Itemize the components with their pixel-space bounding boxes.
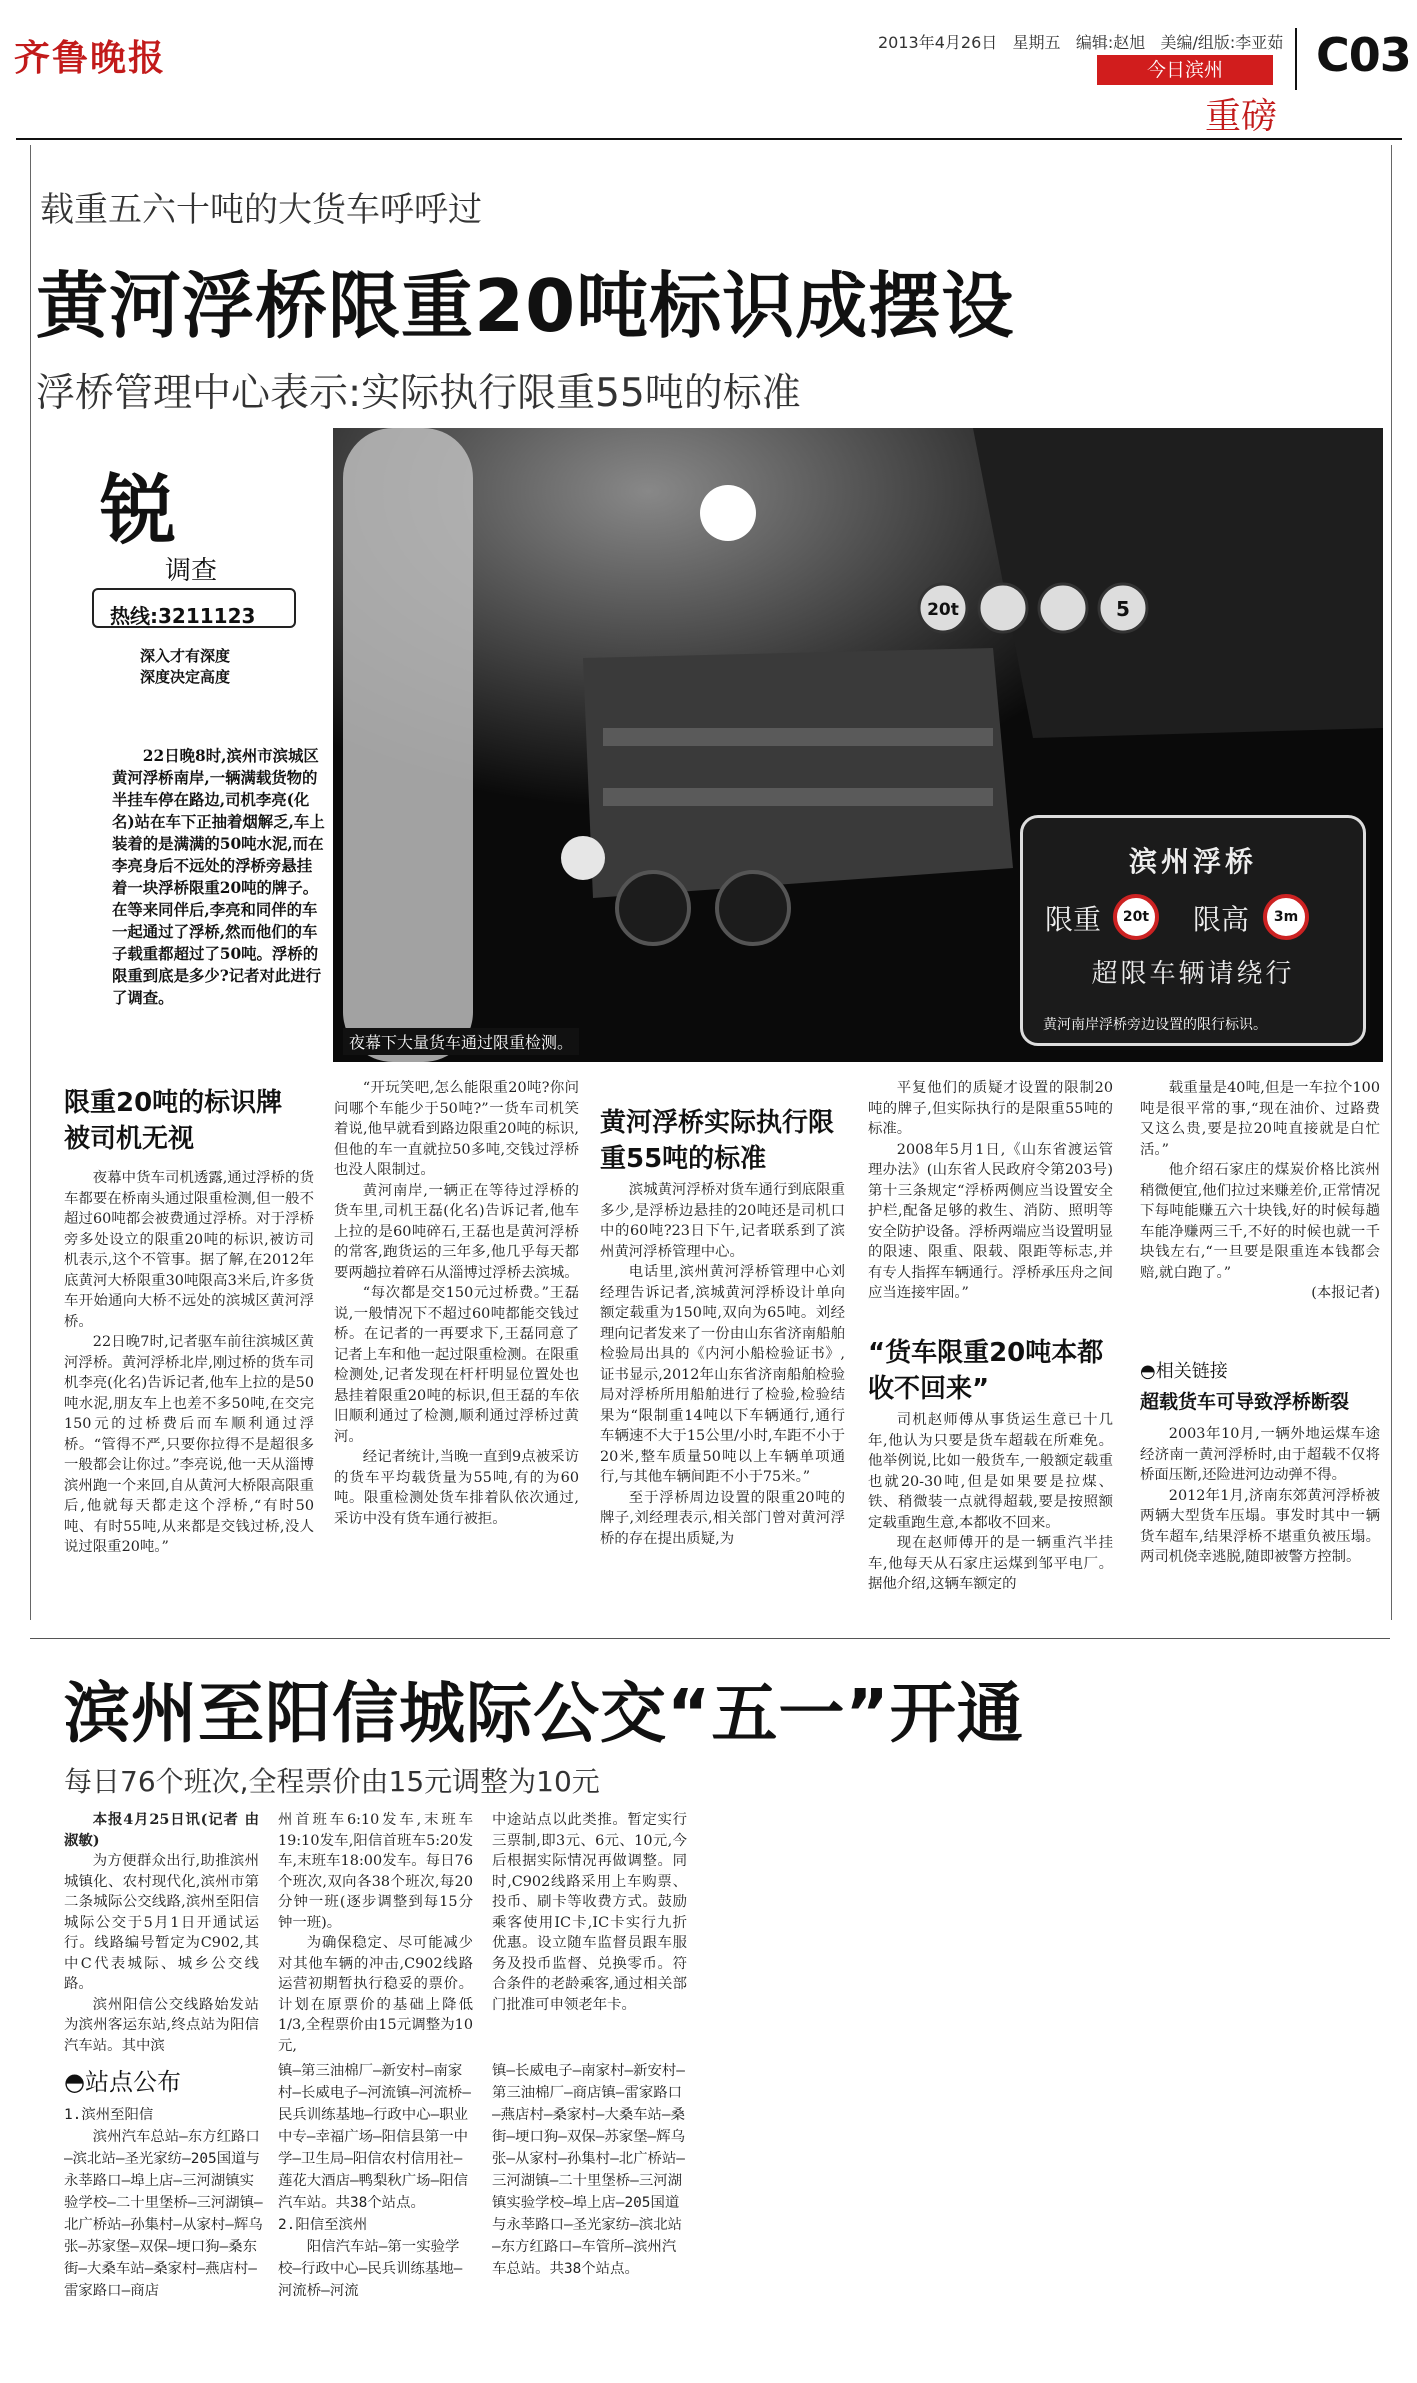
paragraph: “开玩笑吧,怎么能限重20吨?你问问哪个车能少于50吨?”一货车司机笑着说,他早就看到路边限重20吨的标识,但他的车一直就拉50多吨,交钱过浮桥也没人限制过。 bbox=[334, 1080, 579, 1178]
badge-hotline: 热线:3211123 bbox=[110, 604, 256, 628]
story1-subhead: 浮桥管理中心表示:实际执行限重55吨的标准 bbox=[36, 371, 801, 416]
story2-column-3 bbox=[492, 1810, 687, 2015]
sign-caption: 黄河南岸浮桥旁边设置的限行标识。 bbox=[1043, 1017, 1267, 1033]
road-sign-speed-label: 5 bbox=[1116, 597, 1130, 621]
paragraph: 中途站点以此类推。暂定实行三票制,即3元、6元、10元,今后根据实际情况再做调整。同时,C902线路采用上车购票、投币、刷卡等收费方式。鼓励乘客使用IC卡,IC卡实行九折优惠。设立随车监督员跟车服务及投币监督、兑换零币。符合条件的老龄乘客,通过相关部门批准可申领老年卡。 bbox=[492, 1812, 687, 2013]
paragraph: 22日晚7时,记者驱车前往滨城区黄河浮桥。黄河浮桥北岸,刚过桥的货车司机李亮(化名)告诉记者,他车上拉的是50吨水泥,朋友车上也差不多50吨,在交完150元的过桥费后而车顺利通过浮桥。“管得不严,只要你拉得不是超很多一般都会让你过。”李亮说,他一天从淄博滨州跑一个来回,自从黄河大桥限高限重后,他就每天都走这个浮桥,“有时50吨、有时55吨,从来都是交钱过桥,没人说过限重20吨。” bbox=[64, 1334, 314, 1555]
paragraph: 黄河南岸,一辆正在等待过浮桥的货车里,司机王磊(化名)告诉记者,他车上拉的是60吨碎石,王磊也是黄河浮桥的常客,跑货运的三年多,他几乎每天都要两趟拉着碎石从淄博过浮桥去滨城。 bbox=[334, 1182, 579, 1281]
issue-weekday: 星期五 bbox=[1012, 33, 1061, 52]
paragraph: 州首班车6:10发车,末班车19:10发车,阳信首班车5:20发车,末班车18:00发车。每日76个班次,双向各38个班次,每20分钟一班(逐步调整到每15分钟一班)。 bbox=[278, 1812, 473, 1931]
story1-headline: 黄河浮桥限重20吨标识成摆设 bbox=[36, 264, 1015, 348]
route-1-stops: 滨州汽车总站—东方红路口—滨北站—圣光家纺—205国道与永莘路口—埠上店—三河湖镇实验学校—二十里堡桥—三河湖镇—北广桥站—孙集村—从家村—辉乌张—苏家堡—双保—埂口狗—桑东街—大桑车站—桑家村—燕店村—雷家路口—商店 bbox=[64, 2129, 263, 2299]
story1-column-4 bbox=[868, 1078, 1113, 1304]
route-1-stops-cont: 镇—第三油棉厂—新安村—南家村—长威电子—河流镇—河流桥—民兵训练基地—行政中心—职业中专—幸福广场—阳信县第一中学—卫生局—阳信农村信用社—莲花大酒店—鸭梨秋广场—阳信汽车站。共38个站点。 bbox=[278, 2063, 471, 2211]
route-2-stops-cont: 镇—长威电子—南家村—新安村—第三油棉厂—商店镇—雷家路口—燕店村—桑家村—大桑车站—桑街—埂口狗—双保—苏家堡—辉乌张—从家村—孙集村—北广桥站—三河湖镇—二十里堡桥—三河湖镇实验学校—埠上店—205国道与永莘路口—圣光家纺—滨北站—东方红路口—车管所—滨州汽车总站。共38个站点。 bbox=[492, 2063, 685, 2277]
story2-column-1 bbox=[64, 1810, 259, 2056]
badge-slogan-2: 深度决定高度 bbox=[140, 668, 231, 686]
road-sign-no-turn bbox=[979, 584, 1027, 632]
page-code: C03 bbox=[1316, 28, 1411, 82]
section-bar: 今日滨州 bbox=[1097, 55, 1273, 85]
paragraph: 为确保稳定、尽可能减少对其他车辆的冲击,C902线路运营初期暂执行稳妥的票价。计划在原票价的基础上降低1/3,全程票价由15元调整为10元, bbox=[278, 1935, 473, 2054]
badge-slogan-1: 深入才有深度 bbox=[140, 647, 231, 665]
paragraph: 2008年5月1日,《山东省渡运管理办法》(山东省人民政府令第203号)第十三条规定“浮桥两侧应当设置安全护栏,配备足够的救生、消防、照明等安全防护设备。浮桥两端应当设置明显的限速、限重、限载、限距等标志,并有专人指挥车辆通行。浮桥承压舟之间应当连接牢固。” bbox=[868, 1141, 1113, 1301]
story2-column-2 bbox=[278, 1810, 473, 2056]
paragraph: 2003年10月,一辆外地运煤车途经济南一黄河浮桥时,由于超载不仅将桥面压断,还险进河边动弹不得。 bbox=[1140, 1426, 1380, 1483]
badge-title: 锐 bbox=[100, 466, 176, 555]
related-link-label bbox=[1140, 1357, 1228, 1383]
paragraph: 夜幕中货车司机透露,通过浮桥的货车都要在桥南头通过限重检测,但一般不超过60吨都会被费通过浮桥。对于浮桥旁多处设立的限重20吨的标识,被访司机表示,这个不管事。据了解,在2012年底黄河大桥限重30吨限高3米后,许多货车开始通向大桥不远处的滨城区黄河浮桥。 bbox=[64, 1170, 314, 1330]
stops-column-3 bbox=[492, 2060, 687, 2280]
street-light bbox=[700, 485, 756, 541]
story-divider bbox=[30, 1638, 1390, 1639]
badge-subtitle: 调查 bbox=[165, 556, 218, 586]
newspaper-logo: 齐鲁晚报 bbox=[14, 38, 167, 79]
story1-kicker: 载重五六十吨的大货车呼呼过 bbox=[40, 190, 482, 230]
story2-headline: 滨州至阳信城际公交“五一”开通 bbox=[64, 1675, 1024, 1752]
badge-frame bbox=[92, 588, 296, 628]
tail-light bbox=[561, 836, 605, 880]
paragraph: 平复他们的质疑才设置的限制20吨的牌子,但实际执行的是限重55吨的标准。 bbox=[868, 1080, 1113, 1137]
road-sign-no-uturn bbox=[1039, 584, 1087, 632]
issue-meta bbox=[878, 30, 1283, 53]
route-2-stops: 阳信汽车站—第一实验学校—行政中心—民兵训练基地—河流桥—河流 bbox=[278, 2239, 463, 2299]
limit-sign-inset bbox=[1020, 815, 1366, 1046]
stops-heading bbox=[64, 2062, 181, 2097]
sign-height-label: 限高 bbox=[1193, 903, 1250, 936]
route-2-label: 2.阳信至滨州 bbox=[278, 2217, 368, 2233]
story1-column-2 bbox=[334, 1078, 579, 1529]
related-link-icon: ◓ bbox=[1140, 1361, 1156, 1382]
byline: (本报记者) bbox=[1311, 1285, 1380, 1301]
paragraph: 司机赵师傅从事货运生意已十几年,他认为只要是货车超载在所难免。他举例说,比如一般货车,一般额定载重也就20-30吨,但是如果要是拉煤、铁、稍微装一点就得超载,要是按照额定载重跑生意,本都收不回来。 bbox=[868, 1412, 1113, 1531]
road-sign-weight-label: 20t bbox=[927, 600, 959, 620]
truck-body bbox=[583, 648, 1013, 898]
paragraph: 载重量是40吨,但是一车拉个100吨是很平常的事,“现在油价、过路费又这么贵,要是拉20吨直接就是白忙活。” bbox=[1140, 1080, 1380, 1158]
top-rule bbox=[16, 138, 1402, 140]
investigation-badge bbox=[70, 450, 325, 695]
stops-column-1 bbox=[64, 2104, 264, 2302]
paragraph: 滨州阳信公交线路始发站为滨州客运东站,终点站为阳信汽车站。其中滨 bbox=[64, 1996, 259, 2054]
sign-notice: 超限车辆请绕行 bbox=[1091, 959, 1295, 989]
story1-column-5 bbox=[1140, 1078, 1380, 1304]
designer-credit: 美编/组版:李亚茹 bbox=[1160, 33, 1284, 52]
paragraph: 电话里,滨州黄河浮桥管理中心刘经理告诉记者,滨城黄河浮桥设计单向额定载重为150吨,双向为65吨。刘经理向记者发来了一份由山东省济南船舶检验局出具的《内河小船检验证书》,证书显示,2012年山东省济南船舶检验局对浮桥所用船舶进行了检验,检验结果为“限制重14吨以下车辆通行,通行车辆速不大于15公里/小时,车距不小于20米,整车质量50吨以上车辆单项通行,与其他车辆间距不小于75米。” bbox=[600, 1264, 845, 1485]
story1-column-3 bbox=[600, 1180, 845, 1549]
route-1-label: 1.滨州至阳信 bbox=[64, 2107, 154, 2123]
issue-date: 2013年4月26日 bbox=[878, 33, 998, 52]
story1-lead bbox=[112, 745, 327, 1009]
story2-dateline: 本报4月25日讯(记者 由淑敏) bbox=[64, 1811, 259, 1849]
stops-column-2 bbox=[278, 2060, 473, 2302]
section-label: 重磅 bbox=[1205, 96, 1278, 137]
paragraph: 为方便群众出行,助推滨州城镇化、农村现代化,滨州市第二条城际公交线路,滨州至阳信城际公交于5月1日开通试运行。线路编号暂定为C902,其中C代表城际、城乡公交线路。 bbox=[64, 1853, 259, 1992]
paragraph: 2012年1月,济南东郊黄河浮桥被两辆大型货车压塌。事发时其中一辆货车超车,结果浮桥不堪重负被压塌。两司机侥幸逃脱,随即被警方控制。 bbox=[1140, 1487, 1380, 1565]
stops-heading-text: 站点公布 bbox=[84, 2068, 181, 2096]
story2-subhead: 每日76个班次,全程票价由15元调整为10元 bbox=[64, 1765, 600, 1798]
paragraph: 经记者统计,当晚一直到9点被采访的货车平均载货量为55吨,有的为60吨。限重检测处货车排着队依次通过,采访中没有货车通行被拒。 bbox=[334, 1449, 579, 1527]
masthead-divider bbox=[1295, 28, 1297, 90]
sign-weight-label: 限重 bbox=[1045, 903, 1102, 936]
paragraph: 现在赵师傅开的是一辆重汽半挂车,他每天从石家庄运煤到邹平电厂。据他介绍,这辆车额定的 bbox=[868, 1535, 1113, 1592]
sign-title: 滨州浮桥 bbox=[1128, 845, 1257, 878]
story1-subtitle-3: “货车限重20吨本都收不回来” bbox=[868, 1338, 1104, 1404]
sign-weight-icon: 20t bbox=[1113, 894, 1159, 940]
editor-credit: 编辑:赵旭 bbox=[1075, 33, 1146, 52]
story1-lead-text: 22日晚8时,滨州市滨城区黄河浮桥南岸,一辆满载货物的半挂车停在路边,司机李亮(化名)站在车下正抽着烟解乏,车上装着的是满满的50吨水泥,而在李亮身后不远处的浮桥旁悬挂着一块浮桥限重20吨的牌子。在等来同伴后,李亮和同伴的车一起通过了浮桥,然而他们的车子载重都超过了50吨。浮桥的限重到底是多少?记者对此进行了调查。 bbox=[112, 747, 325, 1007]
blurred-pole bbox=[343, 428, 473, 1062]
paragraph: 滨城黄河浮桥对货车通行到底限重多少,是浮桥边悬挂的20吨还是司机口中的60吨?23日下午,记者联系到了滨州黄河浮桥管理中心。 bbox=[600, 1182, 845, 1260]
photo-caption: 夜幕下大量货车通过限重检测。 bbox=[343, 1028, 579, 1055]
related-link-text: 相关链接 bbox=[1155, 1361, 1228, 1382]
paragraph: “每次都是交150元过桥费。”王磊说,一般情况下不超过60吨都能交钱过桥。在记者的一再要求下,王磊同意了记者上车和他一起过限重检测。在限重检测处,记者发现在杆杆明显位置处也悬挂着限重20吨的标识,但王磊的车依旧顺利通过了检测,顺利通过浮桥过黄河。 bbox=[334, 1285, 579, 1445]
paragraph: 至于浮桥周边设置的限重20吨的牌子,刘经理表示,相关部门曾对黄河浮桥的存在提出质疑,为 bbox=[600, 1489, 845, 1547]
story1-subtitle-1: 限重20吨的标识牌被司机无视 bbox=[64, 1088, 283, 1154]
story1-column-1 bbox=[64, 1168, 314, 1558]
paragraph: 他介绍石家庄的煤炭价格比滨州稍微便宜,他们拉过来赚差价,正常情况下每吨能赚五六十块钱,好的时候每趟车能净赚两三千,不好的时候也就一千块钱左右,“一旦要是限重连本钱都会赔,就白跑了。” bbox=[1140, 1162, 1380, 1281]
stops-icon: ◓ bbox=[64, 2068, 85, 2096]
story1-column-4b bbox=[868, 1410, 1113, 1595]
trees bbox=[973, 428, 1383, 738]
related-link-title: 超载货车可导致浮桥断裂 bbox=[1140, 1391, 1350, 1413]
story1-subtitle-2: 黄河浮桥实际执行限重55吨的标准 bbox=[600, 1108, 835, 1174]
sign-height-icon: 3m bbox=[1263, 894, 1309, 940]
related-link-body bbox=[1140, 1424, 1380, 1568]
